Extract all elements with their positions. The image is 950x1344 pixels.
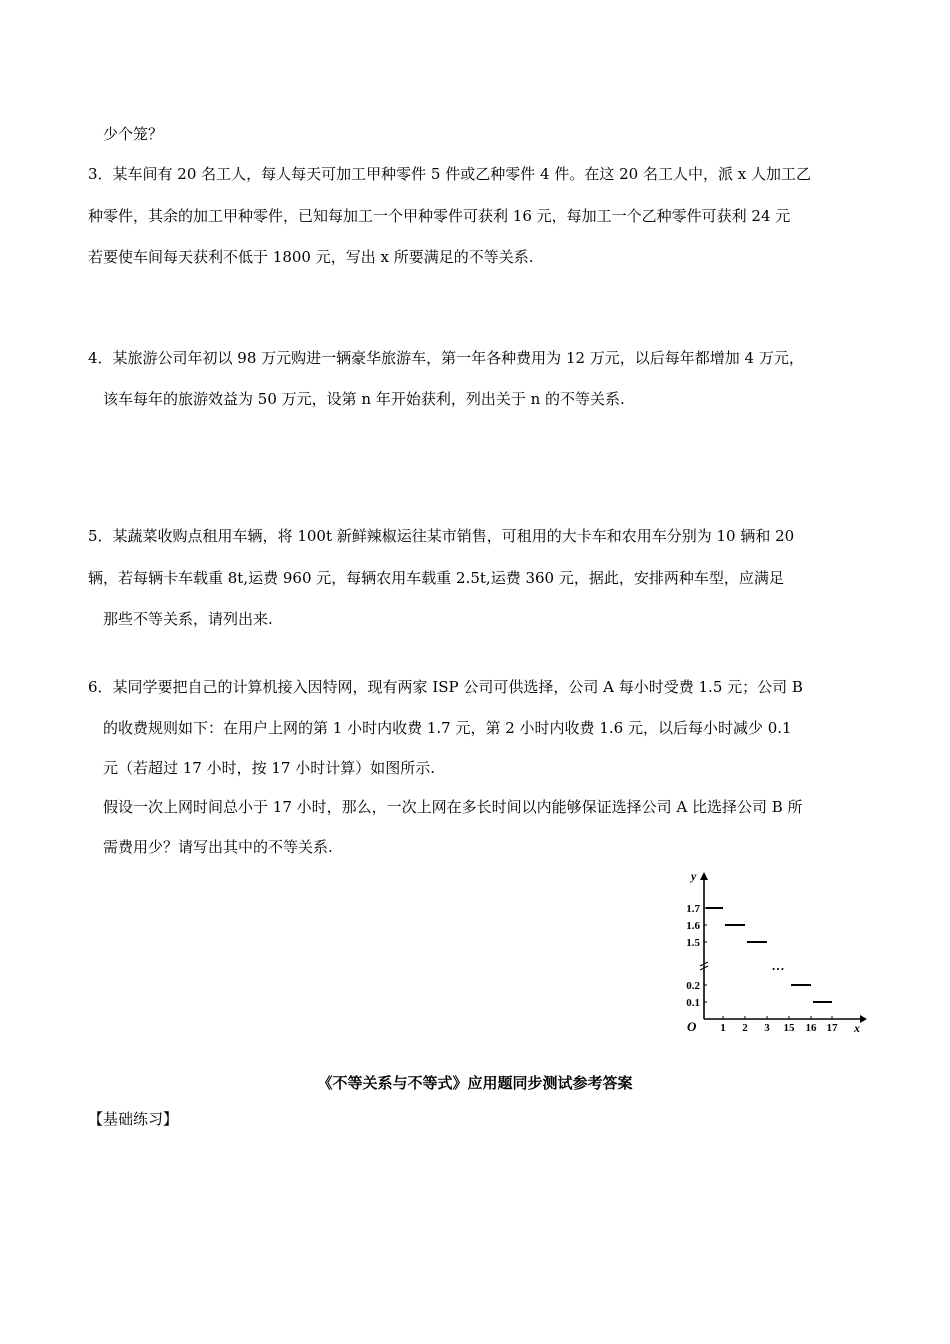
problem-4-line-1: 4．某旅游公司年初以 98 万元购进一辆豪华旅游车，第一年各种费用为 12 万元，以后每年都增加 4 万元， [88,349,804,367]
x-axis-label: x [854,1021,860,1035]
problem-5-line-3: 那些不等关系，请列出来. [103,610,273,628]
x-tick-label: 2 [742,1022,748,1034]
x-tick-label: 17 [826,1022,838,1034]
problem-6-line-1: 6．某同学要把自己的计算机接入因特网，现有两家 ISP 公司可供选择，公司 A 每小时受费 1.5 元；公司 B [88,678,803,696]
y-axis-label: y [691,869,697,883]
problem-6-line-3: 元（若超过 17 小时，按 17 小时计算）如图所示. [103,759,436,777]
origin-label: O [687,1019,697,1034]
step-fee-chart [672,866,872,1036]
y-tick-label: 1.7 [686,903,700,915]
problem-3-line-2: 种零件，其余的加工甲种零件，已知每加工一个甲种零件可获利 16 元，每加工一个乙种零件可获利 24 元 [88,207,791,225]
problem-5-line-2: 辆，若每辆卡车载重 8t,运费 960 元，每辆农用车载重 2.5t,运费 360 元，据此，安排两种车型，应满足 [88,569,784,587]
y-axis-arrow [700,872,708,880]
y-tick-label: 1.6 [686,920,700,932]
problem-6-line-2: 的收费规则如下：在用户上网的第 1 小时内收费 1.7 元，第 2 小时内收费 1.6 元，以后每小时减少 0.1 [103,719,792,737]
x-tick-label: 16 [805,1022,817,1034]
problem-4-line-2: 该车每年的旅游效益为 50 万元，设第 n 年开始获利，列出关于 n 的不等关系. [103,390,625,408]
chart-ellipsis: … [771,958,785,973]
problem-5-line-1: 5．某蔬菜收购点租用车辆，将 100t 新鲜辣椒运往某市销售，可租用的大卡车和农用车分别为 10 辆和 20 [88,527,795,545]
problem-6-line-5: 需费用少？请写出其中的不等关系. [103,838,333,856]
x-axis-arrow [860,1015,867,1023]
y-tick-label: 1.5 [686,937,700,949]
x-tick-label: 15 [783,1022,795,1034]
problem-6-line-4: 假设一次上网时间总小于 17 小时，那么，一次上网在多长时间以内能够保证选择公司 A 比选择公司 B 所 [103,798,803,816]
problem-3-line-1: 3．某车间有 20 名工人，每人每天可加工甲种零件 5 件或乙种零件 4 件。在这 20 名工人中，派 x 人加工乙 [88,165,811,183]
text-line: 少个笼？ [103,125,164,143]
x-tick-label: 3 [764,1022,770,1034]
answer-title: 《不等关系与不等式》应用题同步测试参考答案 [317,1074,633,1092]
problem-3-line-3: 若要使车间每天获利不低于 1800 元，写出 x 所要满足的不等关系. [88,248,534,266]
y-tick-label: 0.2 [686,980,700,992]
y-tick-label: 0.1 [686,997,700,1009]
answer-section-label: 【基础练习】 [88,1110,179,1128]
x-tick-label: 1 [720,1022,726,1034]
